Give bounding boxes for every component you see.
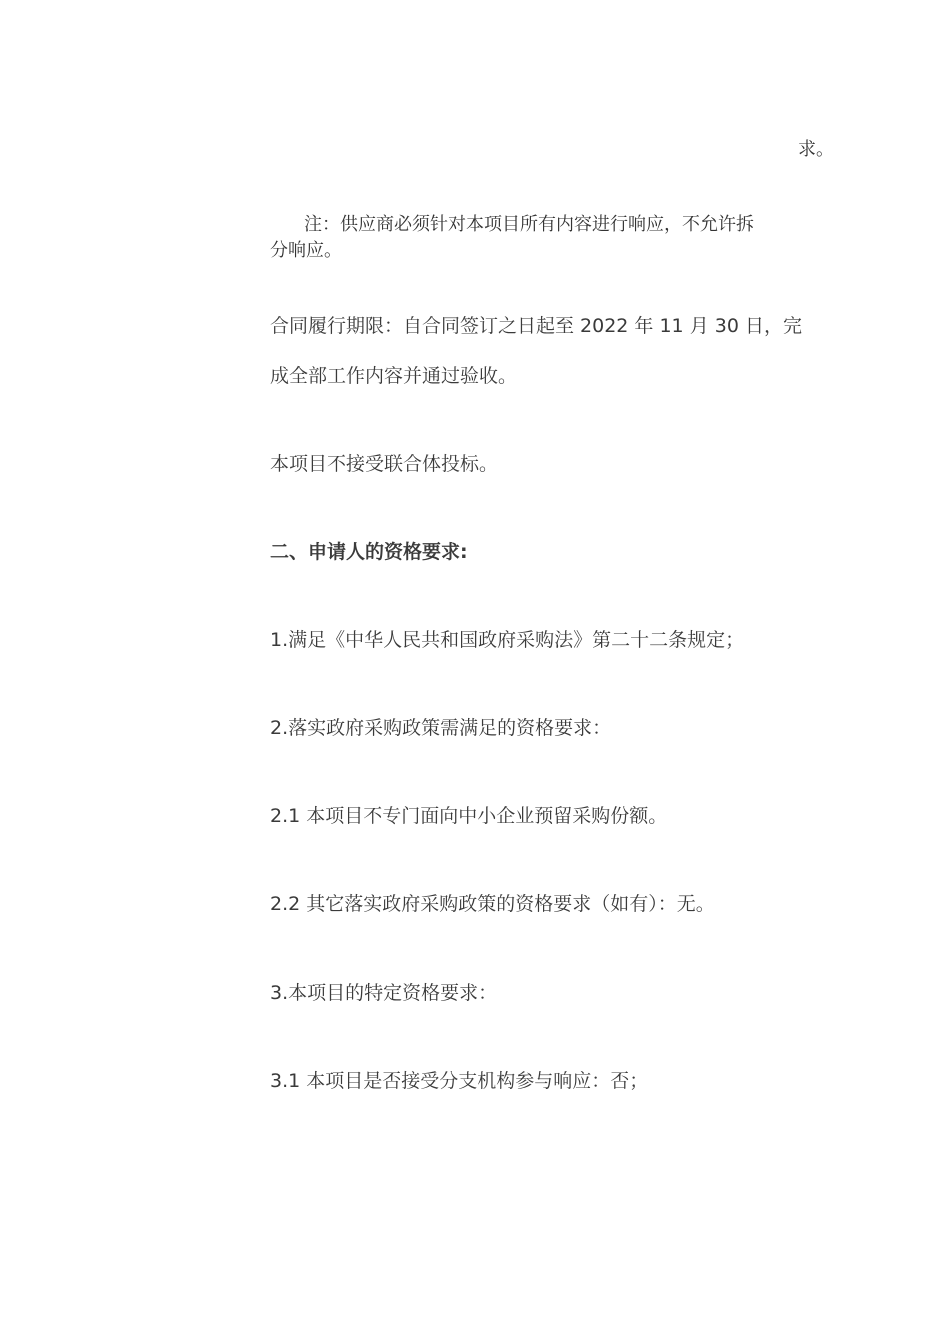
note-line-2: 分响应。 bbox=[270, 240, 342, 261]
contract-period-line-2: 成全部工作内容并通过验收。 bbox=[270, 365, 518, 387]
requirement-1: 1.满足《中华人民共和国政府采购法》第二十二条规定； bbox=[270, 629, 745, 651]
requirement-2-1: 2.1 本项目不专门面向中小企业预留采购份额。 bbox=[270, 805, 668, 827]
contract-period-line-1: 合同履行期限：自合同签订之日起至 2022 年 11 月 30 日，完 bbox=[270, 315, 802, 337]
consortium-statement: 本项目不接受联合体投标。 bbox=[270, 453, 499, 475]
section-heading-qualifications: 二、申请人的资格要求: bbox=[270, 541, 468, 563]
continued-text-fragment: 求。 bbox=[798, 139, 834, 160]
requirement-3: 3.本项目的特定资格要求： bbox=[270, 982, 498, 1004]
requirement-2: 2.落实政府采购政策需满足的资格要求： bbox=[270, 717, 612, 739]
note-line-1: 注：供应商必须针对本项目所有内容进行响应，不允许拆 bbox=[304, 214, 754, 235]
requirement-3-1: 3.1 本项目是否接受分支机构参与响应：否； bbox=[270, 1070, 649, 1092]
requirement-2-2: 2.2 其它落实政府采购政策的资格要求（如有）：无。 bbox=[270, 893, 715, 915]
